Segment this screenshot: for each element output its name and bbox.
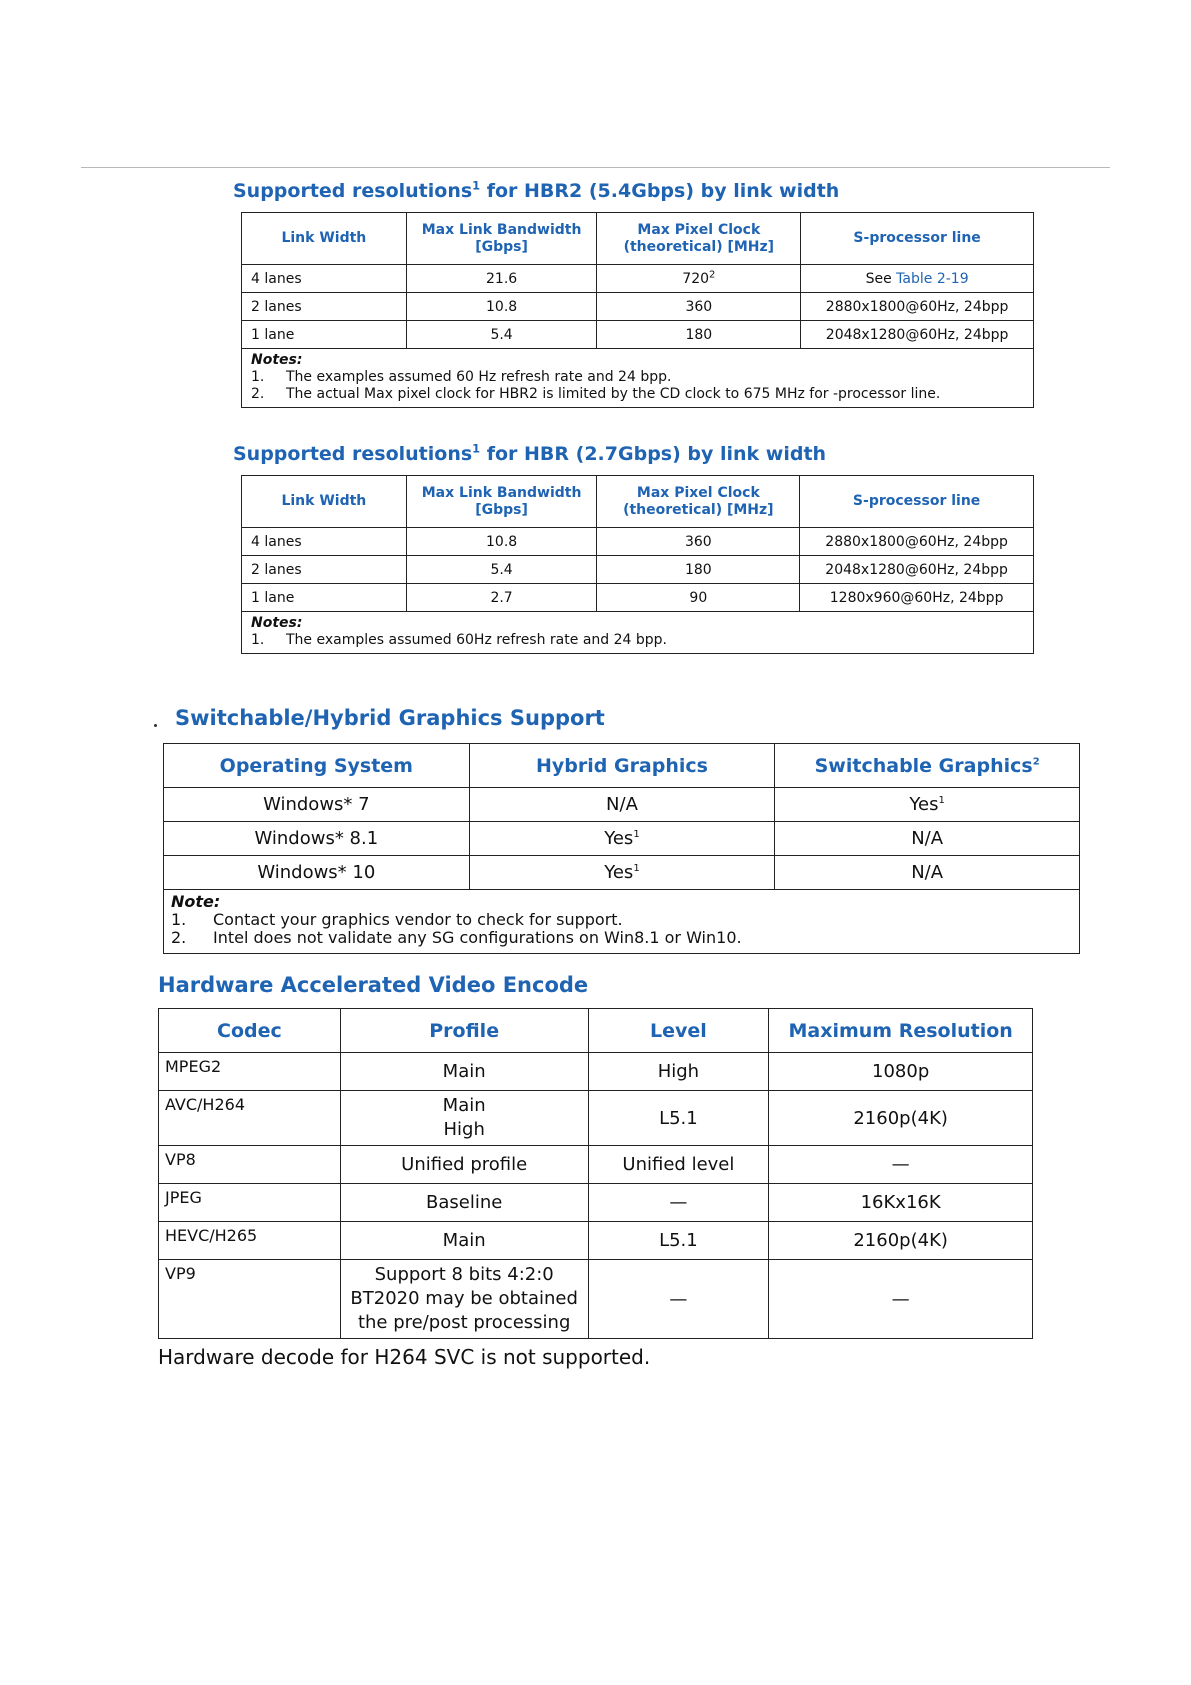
hbr2-table [241,212,1034,408]
table-reference-link[interactable]: Table 2-19 [896,270,969,287]
col-header-switchable: Switchable Graphics$^2$ [775,744,1080,788]
switchable-graphics-table [163,743,1080,954]
table-header-row [242,213,1034,265]
s-processor-cell: See Table 2-19 [801,265,1034,293]
switchable-caption: Switchable/Hybrid Graphics Support [175,706,605,730]
table-row [164,822,1080,856]
notes-row [242,612,1034,654]
resolution-cell: 2160p(4K) [769,1222,1033,1260]
table-row [242,528,1034,556]
col-header-link-width: Link Width [242,213,407,265]
notes-cell [164,890,1080,954]
bandwidth-cell: 10.8 [406,528,597,556]
s-processor-cell: 2048x1280@60Hz, 24bpp [800,556,1034,584]
resolution-cell: 2160p(4K) [769,1091,1033,1146]
codec-cell: VP9 [159,1260,341,1339]
table-row [242,321,1034,349]
bandwidth-cell: 5.4 [406,556,597,584]
notes-row [242,349,1034,408]
link-width-cell: 2 lanes [242,556,407,584]
s-processor-cell: 2880x1800@60Hz, 24bpp [801,293,1034,321]
table-row [159,1222,1033,1260]
profile-cell: Support 8 bits 4:2:0 BT2020 may be obtained the pre/post processing [340,1260,588,1339]
link-width-cell: 1 lane [242,321,407,349]
table-row [242,265,1034,293]
codec-cell: AVC/H264 [159,1091,341,1146]
link-width-cell: 2 lanes [242,293,407,321]
os-cell: Windows* 8.1 [164,822,470,856]
notes-title: Notes: [251,352,303,368]
hbr2-caption: Supported resolutions$^1$ for HBR2 (5.4Gbps) by link width [233,178,840,202]
col-header-hybrid: Hybrid Graphics [469,744,775,788]
codec-cell: VP8 [159,1146,341,1184]
switchable-cell: Yes$^1$ [775,788,1080,822]
hybrid-cell: N/A [469,788,775,822]
codec-cell: JPEG [159,1184,341,1222]
s-processor-cell: 2048x1280@60Hz, 24bpp [801,321,1034,349]
bandwidth-cell: 21.6 [406,265,597,293]
link-width-cell: 4 lanes [242,528,407,556]
bandwidth-cell: 5.4 [406,321,597,349]
level-cell: — [588,1260,769,1339]
col-header-s-processor: S-processor line [800,476,1034,528]
col-header-pixel-clock: Max Pixel Clock (theoretical) [MHz] [597,213,801,265]
codec-cell: MPEG2 [159,1053,341,1091]
col-header-codec: Codec [159,1009,341,1053]
table-row [159,1053,1033,1091]
col-header-profile: Profile [340,1009,588,1053]
notes-cell [242,349,1034,408]
col-header-pixel-clock: Max Pixel Clock (theoretical) [MHz] [597,476,800,528]
note-item: 2. Intel does not validate any SG configurations on Win8.1 or Win10. [171,928,742,947]
profile-cell: Main [340,1222,588,1260]
video-encode-table [158,1008,1033,1339]
resolution-cell: — [769,1260,1033,1339]
resolution-cell: 1080p [769,1053,1033,1091]
os-cell: Windows* 10 [164,856,470,890]
bandwidth-cell: 2.7 [406,584,597,612]
resolution-cell: — [769,1146,1033,1184]
link-width-cell: 1 lane [242,584,407,612]
table-row [242,556,1034,584]
pixel-clock-cell: 180 [597,556,800,584]
pixel-clock-cell: $720^2$ [597,265,801,293]
hybrid-cell: Yes$^1$ [469,822,775,856]
profile-cell: Main [340,1053,588,1091]
level-cell: Unified level [588,1146,769,1184]
level-cell: L5.1 [588,1222,769,1260]
notes-row [164,890,1080,954]
hbr-caption: Supported resolutions$^1$ for HBR (2.7Gbps) by link width [233,441,827,465]
notes-title: Note: [171,892,221,911]
switchable-cell: N/A [775,856,1080,890]
pixel-clock-cell: 360 [597,528,800,556]
level-cell: High [588,1053,769,1091]
table-header-row [159,1009,1033,1053]
table-row [164,788,1080,822]
table-header-row [164,744,1080,788]
pixel-clock-cell: 180 [597,321,801,349]
table-row [159,1146,1033,1184]
s-processor-cell: 2880x1800@60Hz, 24bpp [800,528,1034,556]
note-item: 1. Contact your graphics vendor to check for support. [171,910,623,929]
note-item: 1. The examples assumed 60Hz refresh rate and 24 bpp. [251,632,667,648]
level-cell: — [588,1184,769,1222]
col-header-os: Operating System [164,744,470,788]
profile-cell: Main High [340,1091,588,1146]
decode-note: Hardware decode for H264 SVC is not supported. [158,1345,651,1369]
os-cell: Windows* 7 [164,788,470,822]
notes-title: Notes: [251,615,303,631]
codec-cell: HEVC/H265 [159,1222,341,1260]
note-item: 2. The actual Max pixel clock for HBR2 is limited by the CD clock to 675 MHz for -processor line. [251,386,941,402]
profile-cell: Baseline [340,1184,588,1222]
header-rule [81,167,1110,168]
table-row [159,1184,1033,1222]
level-cell: L5.1 [588,1091,769,1146]
col-header-s-processor: S-processor line [801,213,1034,265]
profile-cell: Unified profile [340,1146,588,1184]
resolution-cell: 16Kx16K [769,1184,1033,1222]
table-row [242,584,1034,612]
hybrid-cell: Yes$^1$ [469,856,775,890]
note-item: 1. The examples assumed 60 Hz refresh rate and 24 bpp. [251,369,672,385]
bullet-icon [154,724,157,727]
notes-cell [242,612,1034,654]
col-header-bandwidth: Max Link Bandwidth [Gbps] [406,213,597,265]
col-header-bandwidth: Max Link Bandwidth [Gbps] [406,476,597,528]
pixel-clock-cell: 360 [597,293,801,321]
bandwidth-cell: 10.8 [406,293,597,321]
table-row [242,293,1034,321]
encode-caption: Hardware Accelerated Video Encode [158,973,589,997]
hbr-table [241,475,1034,654]
link-width-cell: 4 lanes [242,265,407,293]
table-row [164,856,1080,890]
table-row [159,1260,1033,1339]
col-header-link-width: Link Width [242,476,407,528]
table-header-row [242,476,1034,528]
table-row [159,1091,1033,1146]
switchable-cell: N/A [775,822,1080,856]
col-header-level: Level [588,1009,769,1053]
pixel-clock-cell: 90 [597,584,800,612]
s-processor-cell: 1280x960@60Hz, 24bpp [800,584,1034,612]
col-header-max-resolution: Maximum Resolution [769,1009,1033,1053]
